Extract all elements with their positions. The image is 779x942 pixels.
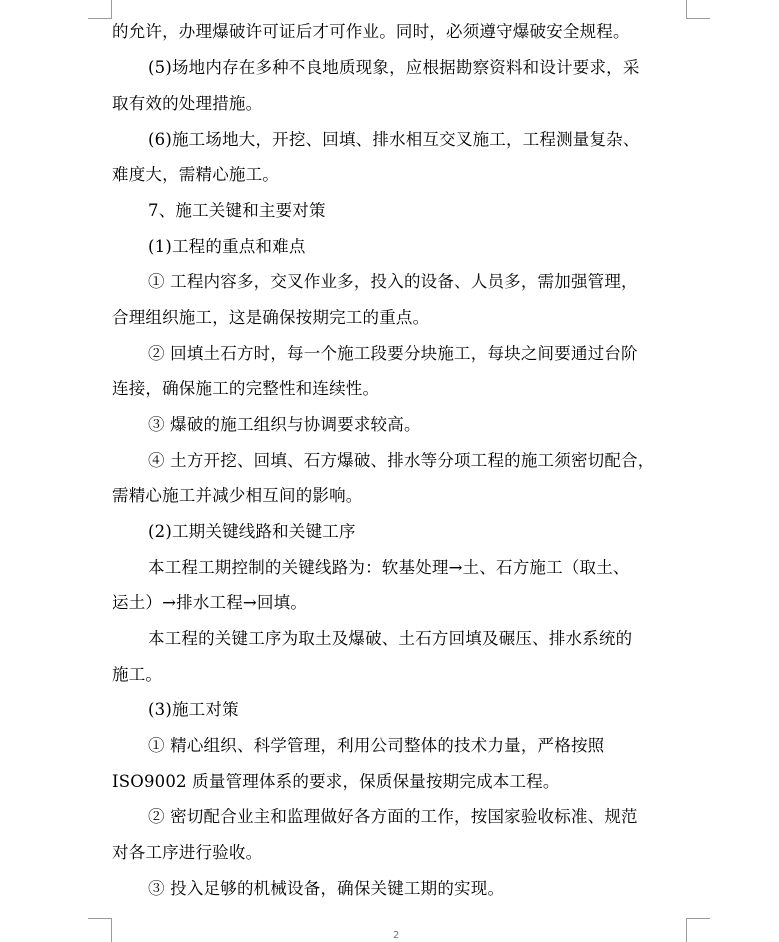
- crop-mark-top-left-v: [111, 0, 112, 19]
- crop-mark-bottom-right-v: [686, 918, 687, 942]
- text-line: 取有效的处理措施。: [112, 94, 263, 113]
- text-line: ④ 土方开挖、回填、石方爆破、排水等分项工程的施工须密切配合，: [148, 451, 655, 470]
- text-line: ISO9002 质量管理体系的要求，保质保量按期完成本工程。: [112, 772, 560, 791]
- text-line: ② 回填土石方时，每一个施工段要分块施工，每块之间要通过台阶: [148, 344, 638, 363]
- text-line: 的允许，办理爆破许可证后才可作业。同时，必须遵守爆破安全规程。: [112, 22, 630, 41]
- crop-mark-bottom-right-h: [686, 918, 710, 919]
- section-heading: 7、施工关键和主要对策: [148, 201, 326, 220]
- subsection-heading: (1)工程的重点和难点: [148, 237, 306, 256]
- crop-mark-top-left-h: [88, 18, 112, 19]
- text-line: 施工。: [112, 665, 163, 684]
- text-line: 合理组织施工，这是确保按期完工的重点。: [112, 308, 430, 327]
- text-line: 本工程的关键工序为取土及爆破、土石方回填及碾压、排水系统的: [148, 629, 633, 648]
- text-line: ① 精心组织、科学管理，利用公司整体的技术力量，严格按照: [148, 736, 605, 755]
- text-line: 本工程工期控制的关键线路为：软基处理→土、石方施工（取土、: [148, 558, 630, 577]
- text-line: 连接，确保施工的完整性和连续性。: [112, 379, 380, 398]
- text-line: 需精心施工并减少相互间的影响。: [112, 486, 363, 505]
- text-line: ① 工程内容多，交叉作业多，投入的设备、人员多，需加强管理，: [148, 272, 638, 291]
- text-line: ② 密切配合业主和监理做好各方面的工作，按国家验收标准、规范: [148, 807, 638, 826]
- crop-mark-top-right-h: [686, 18, 710, 19]
- page-number: 2: [393, 930, 400, 941]
- subsection-heading: (3)施工对策: [148, 700, 239, 719]
- text-line: 对各工序进行验收。: [112, 843, 263, 862]
- crop-mark-bottom-left-v: [111, 918, 112, 942]
- crop-mark-bottom-left-h: [88, 918, 112, 919]
- text-line: (5)场地内存在多种不良地质现象，应根据勘察资料和设计要求，采: [148, 58, 640, 77]
- text-line: 难度大，需精心施工。: [112, 165, 279, 184]
- crop-mark-top-right-v: [686, 0, 687, 19]
- text-line: ③ 爆破的施工组织与协调要求较高。: [148, 415, 421, 434]
- subsection-heading: (2)工期关键线路和关键工序: [148, 522, 356, 541]
- text-line: (6)施工场地大，开挖、回填、排水相互交叉施工，工程测量复杂、: [148, 130, 640, 149]
- text-line: 运土）→排水工程→回填。: [112, 593, 308, 612]
- text-line: ③ 投入足够的机械设备，确保关键工期的实现。: [148, 879, 505, 898]
